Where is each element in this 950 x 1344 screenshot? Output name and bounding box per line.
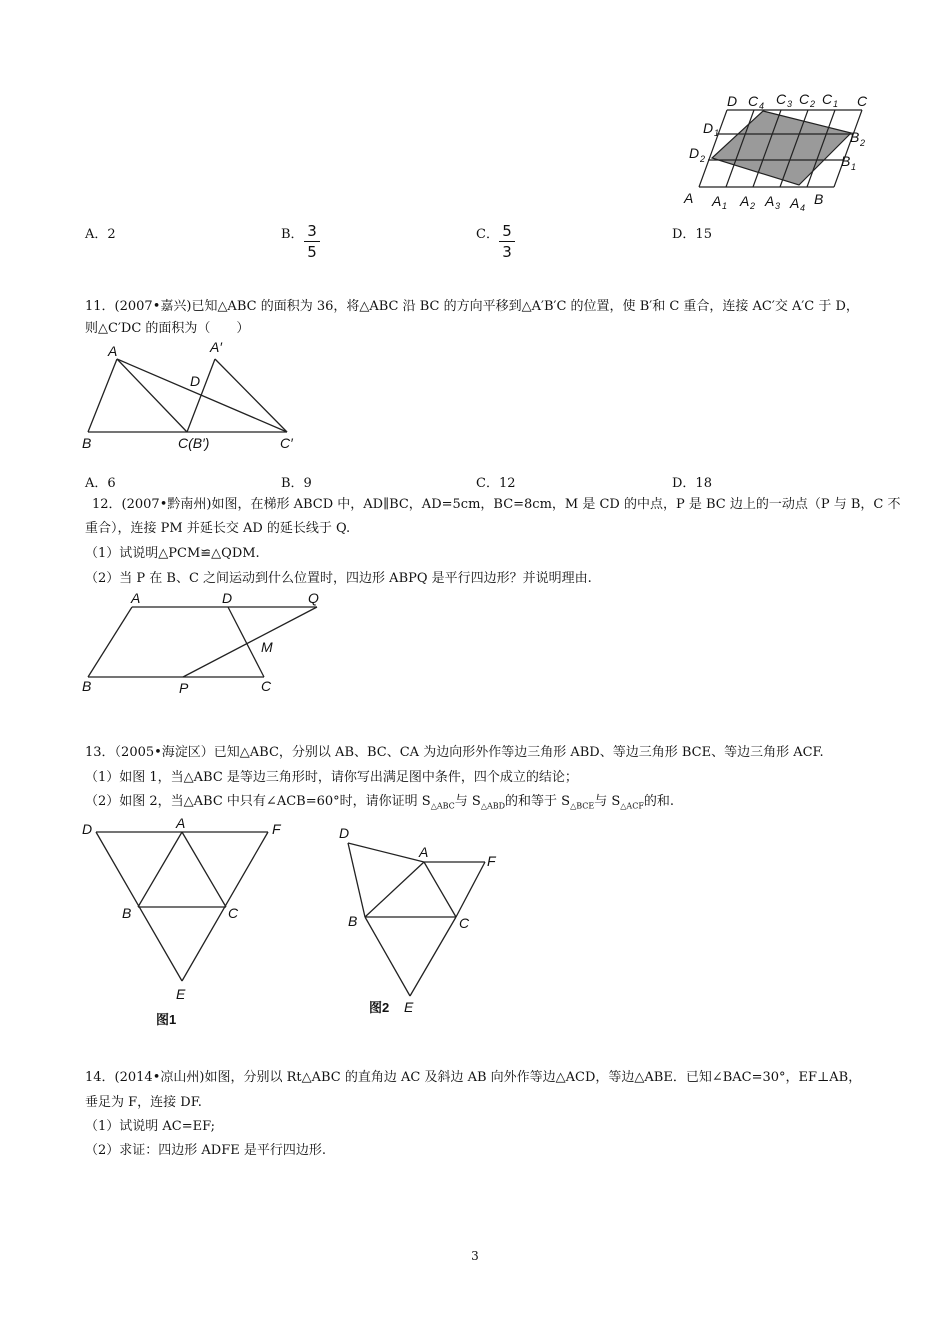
q10-option-b-prefix: B． [281, 227, 304, 242]
q11-question-line2: 则△C′DC 的面积为（ ） [85, 321, 250, 336]
q11-option-b: B．9 [281, 476, 312, 491]
q11-option-d: D．18 [672, 476, 712, 491]
q12-label-Q: Q [308, 590, 319, 606]
q13f1-label-A: A [176, 815, 186, 831]
q11-label-A-prime: A′ [210, 339, 222, 355]
label-A1: A [712, 193, 722, 209]
svg-text:1: 1 [722, 201, 728, 211]
q10-option-b-fraction: 3 5 [304, 222, 320, 261]
label-B1: B [841, 153, 851, 169]
q13f2-label-E: E [404, 999, 414, 1015]
svg-text:1: 1 [851, 162, 857, 172]
svg-text:1: 1 [714, 128, 720, 138]
q13f1-label-E: E [176, 986, 186, 1002]
q13f2-label-D: D [339, 825, 350, 841]
q13-figure-2-caption: 图2 [369, 1000, 390, 1015]
q12-question-line2: 重合），连接 PM 并延长交 AD 的延长线于 Q. [85, 521, 351, 536]
label-A4: A [790, 195, 800, 211]
q14-subquestion-1: （1）试说明 AC=EF; [85, 1119, 216, 1134]
q13f1-label-C: C [228, 905, 239, 921]
q14-question-line2: 垂足为 F，连接 DF. [85, 1095, 202, 1110]
q11-label-B: B [82, 435, 92, 451]
q10-option-a: A．2 [85, 227, 116, 242]
q12-label-C: C [261, 678, 272, 694]
svg-text:2: 2 [700, 154, 706, 164]
label-C4: C [748, 93, 759, 109]
q11-label-C-prime: C′ [280, 435, 293, 451]
q10-option-c-prefix: C． [476, 227, 499, 242]
q11-question-line1: 11．(2007•嘉兴)已知△ABC 的面积为 36，将△ABC 沿 BC 的方向平移到△A′B′C 的位置，使 B′和 C 重合，连接 AC′交 A′C 于 D， [85, 299, 859, 314]
label-C1: C [822, 91, 833, 107]
q11-label-A: A [108, 343, 118, 359]
q12-label-B: B [82, 678, 92, 694]
label-A3: A [765, 193, 775, 209]
svg-text:2: 2 [860, 138, 866, 148]
q12-question-line1: 12．(2007•黔南州)如图，在梯形 ABCD 中，AD∥BC，AD=5cm，BC=8cm，M 是 CD 的中点，P 是 BC 边上的一动点（P 与 B，C 不 [92, 497, 901, 512]
q14-question-line1: 14．(2014•凉山州)如图，分别以 Rt△ABC 的直角边 AC 及斜边 AB 向外作等边△ACD，等边△ABE．已知∠BAC=30°，EF⊥AB， [85, 1070, 862, 1085]
q13f2-label-F: F [487, 853, 496, 869]
q14-subquestion-2: （2）求证：四边形 ADFE 是平行四边形. [85, 1143, 326, 1158]
label-B2: B [850, 129, 860, 145]
q11-option-a: A．6 [85, 476, 116, 491]
q13-question-line1: 13．（2005•海淀区）已知△ABC，分别以 AB、BC、CA 为边向形外作等边三角形 ABD、等边三角形 BCE、等边三角形 ACF. [85, 745, 824, 760]
q12-label-A: A [131, 590, 141, 606]
svg-text:1: 1 [833, 99, 839, 109]
label-C: C [857, 93, 868, 109]
svg-text:4: 4 [800, 203, 806, 213]
q13f1-label-B: B [122, 905, 132, 921]
q10-option-c-fraction: 5 3 [499, 222, 515, 261]
svg-text:2: 2 [810, 99, 816, 109]
label-A2: A [740, 193, 750, 209]
q12-label-M: M [261, 639, 273, 655]
q13f2-label-C: C [459, 915, 470, 931]
svg-text:3: 3 [787, 99, 793, 109]
q13f2-label-B: B [348, 913, 358, 929]
label-D2: D [689, 145, 700, 161]
q11-label-C-B-prime: C(B′) [178, 435, 210, 451]
q13f1-label-D: D [82, 821, 93, 837]
label-C2: C [799, 91, 810, 107]
svg-text:2: 2 [750, 201, 756, 211]
label-D: D [727, 93, 738, 109]
q11-option-c: C．12 [476, 476, 516, 491]
q13f1-label-F: F [272, 821, 281, 837]
page-number: 3 [471, 1249, 479, 1263]
q12-label-P: P [179, 680, 189, 696]
label-D1: D [703, 120, 714, 136]
q13f2-label-A: A [419, 844, 429, 860]
q11-label-D: D [190, 373, 201, 389]
label-C3: C [776, 91, 787, 107]
q13-subquestion-1: （1）如图 1，当△ABC 是等边三角形时，请你写出满足图中条件，四个成立的结论； [85, 770, 578, 785]
q10-option-d: D．15 [672, 227, 712, 242]
q12-label-D: D [222, 590, 233, 606]
svg-text:4: 4 [759, 101, 765, 111]
q13-figure-1-caption: 图1 [156, 1012, 177, 1027]
label-B: B [814, 191, 824, 207]
q12-subquestion-1: （1）试说明△PCM≌△QDM. [85, 546, 260, 561]
q13-subquestion-2: （2）如图 2，当△ABC 中只有∠ACB=60°时，请你证明 $S_{\triangle ABC}$与 $S_{\triangle ABD}$的和等于 $S_{\triangle BCE}$与 $S_{\triangle ACF}$的和. [85, 794, 675, 811]
label-A: A [684, 190, 694, 206]
q12-subquestion-2: （2）当 P 在 B、C 之间运动到什么位置时，四边形 ABPQ 是平行四边形？并说明理由. [85, 571, 592, 586]
svg-text:3: 3 [775, 201, 781, 211]
